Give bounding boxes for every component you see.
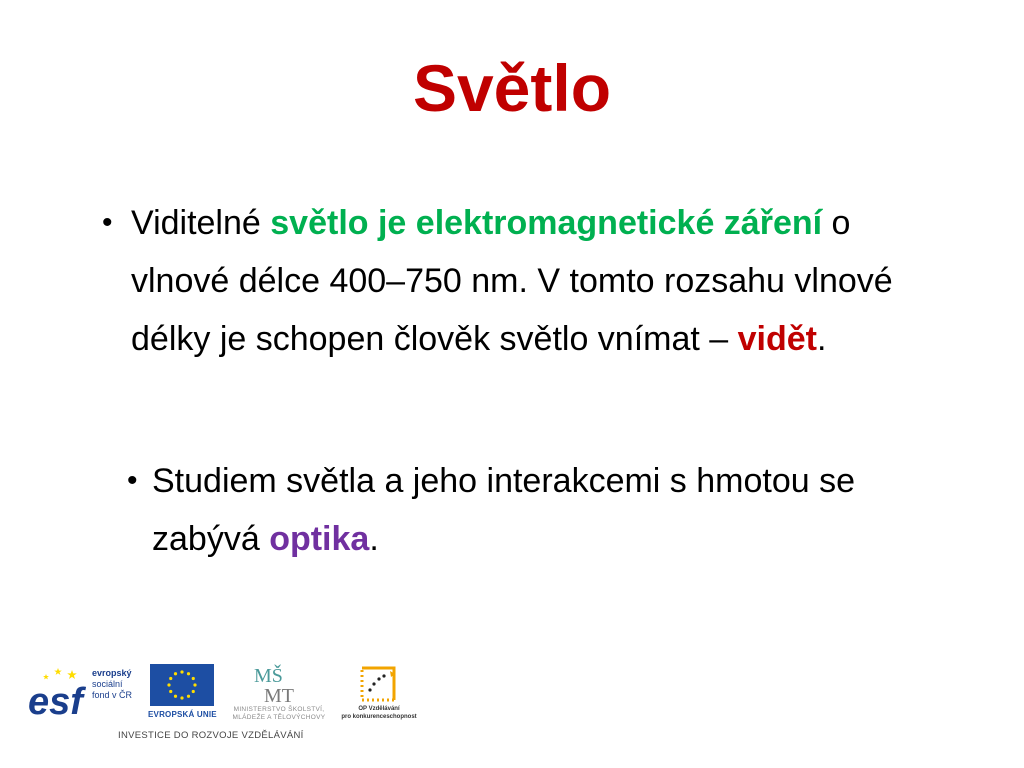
eu-star — [192, 690, 195, 693]
eu-star — [174, 672, 177, 675]
slide-title: Světlo — [412, 51, 612, 125]
msmt-logo — [250, 662, 306, 706]
eu-star — [174, 695, 177, 698]
bullet-marker: • — [102, 206, 113, 239]
investment-caption: INVESTICE DO ROZVOJE VZDĚLÁVÁNÍ — [118, 730, 304, 741]
svg-text:esf: esf — [28, 681, 83, 720]
highlighted-term: vidět — [737, 320, 817, 358]
highlighted-term: optika — [269, 520, 370, 558]
bullet-text: . — [817, 320, 827, 358]
bullet-marker: • — [127, 464, 138, 497]
msmt-caption — [220, 706, 338, 722]
eu-star — [167, 683, 170, 686]
bullet-item-2 — [152, 452, 912, 568]
esf-caption-line: sociální — [92, 679, 123, 689]
eu-star — [187, 695, 190, 698]
eu-star — [193, 683, 196, 686]
svg-text:MŠ: MŠ — [254, 665, 283, 687]
op-caption — [336, 706, 422, 721]
op-caption-line: OP Vzdělávání — [358, 706, 400, 712]
op-vzdelavani-logo — [356, 662, 400, 706]
eu-star — [169, 690, 172, 693]
eu-caption: EVROPSKÁ UNIE — [148, 710, 217, 719]
eu-flag-icon — [150, 664, 214, 706]
eu-star — [180, 696, 183, 699]
op-caption-line: pro konkurenceschopnost — [341, 713, 417, 720]
bullet-text: . — [369, 520, 379, 558]
esf-caption — [92, 668, 132, 701]
esf-caption-line: evropský — [92, 668, 132, 678]
eu-star — [169, 677, 172, 680]
footer-logos — [28, 660, 428, 750]
highlighted-term: světlo je elektromagnetické záření — [270, 204, 823, 242]
bullet-item-1 — [131, 194, 931, 368]
bullet-text: Studiem světla a jeho interakcemi s hmotou se zabývá — [152, 462, 856, 558]
bullet-text: o vlnové délce 400–750 nm. V tomto rozsahu vlnové délky je schopen člověk světlo vnímat – — [131, 204, 893, 358]
eu-star — [187, 672, 190, 675]
msmt-caption-line: MLÁDEŽE A TĚLOVÝCHOVY — [232, 714, 326, 721]
svg-text:MT: MT — [264, 685, 294, 706]
esf-caption-line: fond v ČR — [92, 690, 133, 700]
msmt-caption-line: MINISTERSTVO ŠKOLSTVÍ, — [233, 706, 325, 713]
eu-star — [180, 670, 183, 673]
bullet-text: Viditelné — [131, 204, 271, 242]
eu-star — [192, 677, 195, 680]
